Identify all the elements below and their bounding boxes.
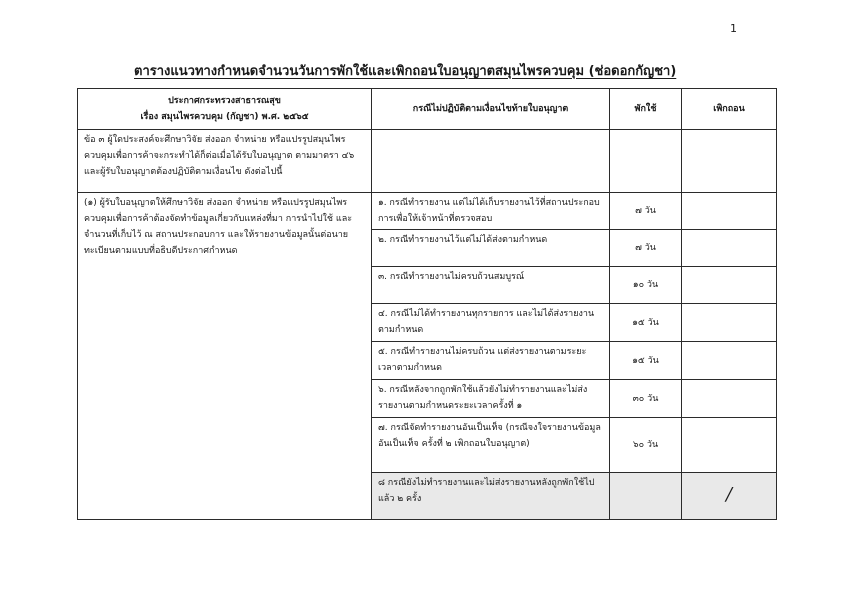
header-revoke: เพิกถอน xyxy=(682,89,777,130)
revoke-check-mark xyxy=(682,473,777,520)
suspend-days: ๖๐ วัน xyxy=(610,418,682,473)
table-row xyxy=(78,193,777,230)
revoke-cell xyxy=(682,267,777,304)
revoke-cell xyxy=(682,230,777,267)
suspend-days: ๗ วัน xyxy=(610,193,682,230)
revoke-cell xyxy=(682,193,777,230)
suspend-days: ๑๐ วัน xyxy=(610,267,682,304)
suspend-days: ๑๕ วัน xyxy=(610,342,682,380)
header-regulation-line1: ประกาศกระทรวงสาธารณสุข xyxy=(168,96,281,106)
case-text: ๓. กรณีทำรายงานไม่ครบถ้วนสมบูรณ์ xyxy=(372,267,610,304)
intro-empty-cell xyxy=(682,130,777,193)
header-suspend: พักใช้ xyxy=(610,89,682,130)
case-text: ๔. กรณีไม่ได้ทำรายงานทุกรายการ และไม่ได้ส่งรายงานตามกำหนด xyxy=(372,304,610,342)
revoke-cell xyxy=(682,380,777,418)
table-header-row xyxy=(78,89,777,130)
revoke-cell xyxy=(682,304,777,342)
case-text: ๕. กรณีทำรายงานไม่ครบถ้วน แต่ส่งรายงานตามระยะเวลาตามกำหนด xyxy=(372,342,610,380)
page-number: 1 xyxy=(730,22,737,35)
suspend-days: ๓๐ วัน xyxy=(610,380,682,418)
intro-empty-cell xyxy=(610,130,682,193)
case-text: ๒. กรณีทำรายงานไว้แต่ไม่ได้ส่งตามกำหนด xyxy=(372,230,610,267)
final-case-text: ๘ กรณียังไม่ทำรายงานและไม่ส่งรายงานหลังถูกพักใช้ไปแล้ว ๒ ครั้ง xyxy=(372,473,610,520)
case-text: ๖. กรณีหลังจากถูกพักใช้แล้วยังไม่ทำรายงานและไม่ส่งรายงานตามกำหนดระยะเวลาครั้งที่ ๑ xyxy=(372,380,610,418)
header-cases: กรณีไม่ปฏิบัติตามเงื่อนไขท้ายใบอนุญาต xyxy=(372,89,610,130)
revoke-cell xyxy=(682,418,777,473)
intro-row xyxy=(78,130,777,193)
case-text: ๑. กรณีทำรายงาน แต่ไม่ได้เก็บรายงานไว้ที่สถานประกอบการเพื่อให้เจ้าหน้าที่ตรวจสอบ xyxy=(372,193,610,230)
condition-clause: (๑) ผู้รับใบอนุญาตให้ศึกษาวิจัย ส่งออก จำหน่าย หรือแปรรูปสมุนไพรควบคุมเพื่อการค้าต้องจัดทำข้อมูลเกี่ยวกับแหล่งที่มา การนำไปใช้ และจำนวนที่เก็บไว้ ณ สถานประกอบการ และให้รายงานข้อมูลนั้นต่อนายทะเบียนตามแบบที่อธิบดีประกาศกำหนด xyxy=(78,193,372,520)
header-regulation-line2: เรื่อง สมุนไพรควบคุม (กัญชา) พ.ศ. ๒๕๖๕ xyxy=(140,112,309,122)
intro-empty-cell xyxy=(372,130,610,193)
intro-clause: ข้อ ๓ ผู้ใดประสงค์จะศึกษาวิจัย ส่งออก จำหน่าย หรือแปรรูปสมุนไพรควบคุมเพื่อการค้าจะกระทำได้ก็ต่อเมื่อได้รับใบอนุญาต ตามมาตรา ๔๖ และผู้รับใบอนุญาตต้องปฏิบัติตามเงื่อนไข ดังต่อไปนี้ xyxy=(78,130,372,193)
document-title: ตารางแนวทางกำหนดจำนวนวันการพักใช้และเพิกถอนใบอนุญาตสมุนไพรควบคุม (ช่อดอกกัญชา) xyxy=(134,64,677,79)
suspend-days: ๗ วัน xyxy=(610,230,682,267)
suspend-days: ๑๕ วัน xyxy=(610,304,682,342)
final-suspend-cell xyxy=(610,473,682,520)
revoke-cell xyxy=(682,342,777,380)
case-text: ๗. กรณีจัดทำรายงานอันเป็นเท็จ (กรณีจงใจรายงานข้อมูลอันเป็นเท็จ ครั้งที่ ๒ เพิกถอนใบอนุญาต) xyxy=(372,418,610,473)
penalty-table xyxy=(77,88,777,520)
revoke-mark: / xyxy=(725,483,733,505)
header-regulation xyxy=(78,89,372,130)
